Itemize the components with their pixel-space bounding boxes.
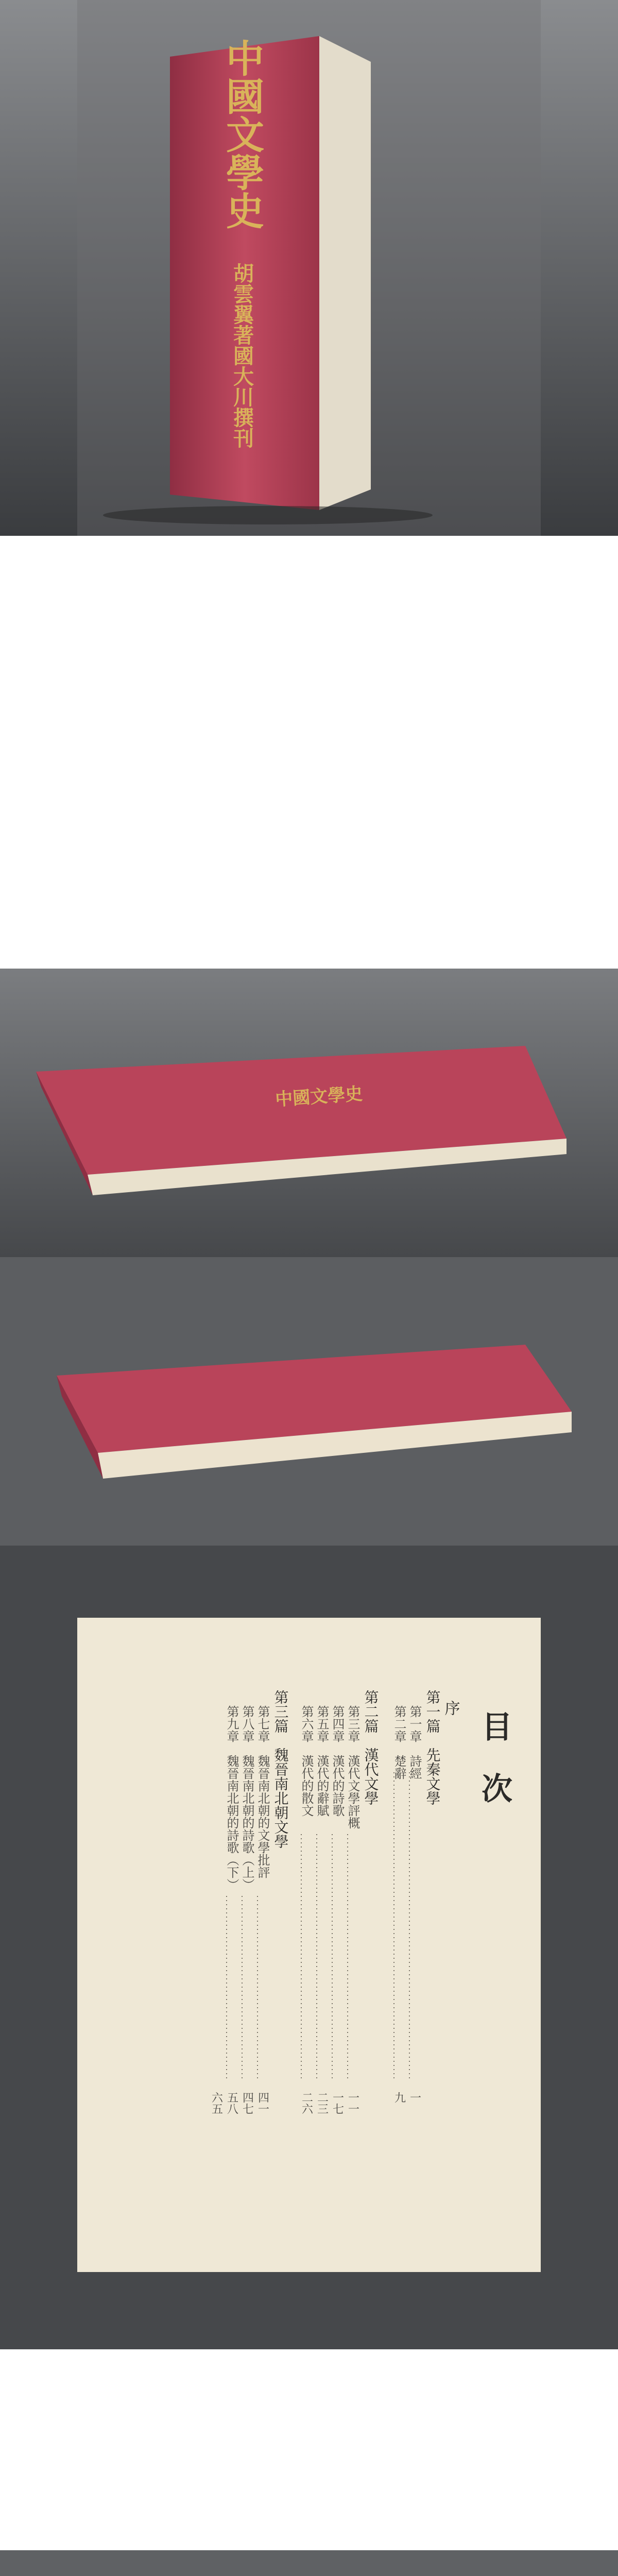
top-angle-svg (0, 969, 618, 1257)
toc-page-number: 二六 (300, 2092, 313, 2114)
photo-bottom-angle (0, 1257, 618, 1546)
photo-open-book-1 (0, 2550, 618, 2576)
toc-entry: 第四章 漢代的詩歌 (330, 1705, 345, 1817)
toc-entry: 第九章 魏晉南北朝的詩歌（下） (225, 1705, 239, 1891)
toc-entry: 第二篇 漢代文學 (362, 1690, 380, 1805)
toc-entry: 第三篇 魏晉南北朝文學 (272, 1690, 289, 1849)
toc-page-number: 九 (392, 2092, 406, 2103)
spine-author: 胡雲翼著 (230, 263, 254, 345)
toc-entry: 第二章 楚辭 (392, 1705, 406, 1780)
cover-angle-title: 中國文學史 (274, 1083, 364, 1110)
open-book-1-svg (0, 2550, 618, 2576)
spine-publisher: 國大川撰刊 (230, 345, 254, 448)
toc-heading: 目 次 (476, 1710, 512, 1803)
photo-toc-page (0, 1546, 618, 2349)
spine-photo-svg (0, 0, 618, 536)
toc-page-number: 一一 (346, 2092, 359, 2114)
photo-spine (0, 0, 618, 536)
toc-entry: 第七章 魏晉南北朝的文學批評 (255, 1705, 270, 1878)
toc-page-number: 四一 (256, 2092, 269, 2114)
toc-page-number: 六五 (210, 2092, 223, 2114)
bottom-angle-svg (0, 1257, 618, 1546)
toc-page-number: 五八 (225, 2092, 238, 2114)
spine-title: 中國文學史 (220, 39, 264, 229)
toc-entry: 第一篇 先秦文學 (424, 1690, 441, 1805)
toc-page-number: 一 (408, 2092, 421, 2103)
toc-entry: 第三章 漢代文學評概 (346, 1705, 360, 1829)
toc-entry: 第一章 詩經 (407, 1705, 422, 1780)
toc-entry: 第五章 漢代的辭賦 (315, 1705, 329, 1817)
photo-top-angle (0, 969, 618, 1257)
toc-entry: 第八章 魏晉南北朝的詩歌（上） (240, 1705, 254, 1891)
toc-page-number: 一七 (331, 2092, 344, 2114)
toc-entry: 第六章 漢代的散文 (299, 1705, 314, 1817)
toc-page-number: 二三 (315, 2092, 329, 2114)
toc-svg (0, 1546, 618, 2349)
toc-page-number: 四七 (241, 2092, 254, 2114)
toc-preface: 序 (441, 1700, 460, 1716)
